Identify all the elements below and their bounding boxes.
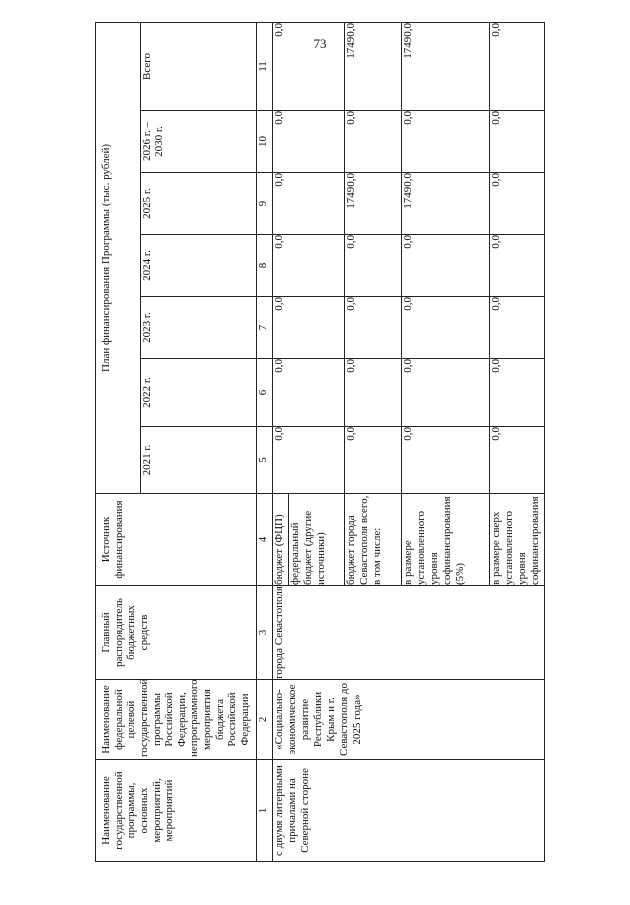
value-cell: 0,0 bbox=[489, 172, 544, 234]
federal-program-cell: «Социально-экономическое развитие Республики Крым и г. Севастополя до 2025 года» bbox=[272, 679, 544, 759]
column-index: 2 bbox=[256, 679, 272, 759]
column-index: 3 bbox=[256, 585, 272, 679]
value-cell: 0,0 bbox=[489, 22, 544, 110]
value-cell: 0,0 bbox=[272, 426, 344, 493]
funding-source-cell: федеральный бюджет (другие источники) bbox=[288, 493, 344, 585]
value-cell: 17490,0 bbox=[344, 172, 401, 234]
program-name-cell: с двумя литерными причалами на Северной стороне bbox=[272, 759, 544, 861]
value-cell: 0,0 bbox=[344, 234, 401, 296]
header-year-2025: 2025 г. bbox=[141, 172, 257, 234]
header-funding-source: Источник финансирования bbox=[96, 493, 257, 585]
value-cell: 0,0 bbox=[344, 426, 401, 493]
column-index: 8 bbox=[256, 234, 272, 296]
value-cell: 0,0 bbox=[489, 358, 544, 426]
value-cell: 0,0 bbox=[401, 234, 489, 296]
header-federal-program: Наименование федеральной целевой государственной программы Российской Федерации, непрограммного мероприятия бюджета Российской Федерации bbox=[96, 679, 257, 759]
header-year-2024: 2024 г. bbox=[141, 234, 257, 296]
value-cell: 0,0 bbox=[272, 110, 344, 172]
header-year-2022: 2022 г. bbox=[141, 358, 257, 426]
value-cell: 0,0 bbox=[489, 296, 544, 358]
value-cell: 0,0 bbox=[344, 296, 401, 358]
value-cell: 0,0 bbox=[401, 426, 489, 493]
column-index: 5 bbox=[256, 426, 272, 493]
column-index: 7 bbox=[256, 296, 272, 358]
column-index-row bbox=[256, 22, 272, 861]
value-cell: 0,0 bbox=[272, 172, 344, 234]
header-year-2023: 2023 г. bbox=[141, 296, 257, 358]
header-total: Всего bbox=[141, 22, 257, 110]
funding-source-cell: в размере сверх установленного уровня софинансирования bbox=[489, 493, 544, 585]
financing-table bbox=[95, 21, 545, 861]
column-index: 6 bbox=[256, 358, 272, 426]
value-cell: 0,0 bbox=[272, 296, 344, 358]
value-cell: 0,0 bbox=[489, 234, 544, 296]
value-cell: 0,0 bbox=[401, 358, 489, 426]
header-year-2021: 2021 г. bbox=[141, 426, 257, 493]
value-cell: 0,0 bbox=[272, 22, 344, 110]
column-index: 1 bbox=[256, 759, 272, 861]
value-cell: 0,0 bbox=[401, 110, 489, 172]
value-cell: 17490,0 bbox=[344, 22, 401, 110]
column-index: 10 bbox=[256, 110, 272, 172]
value-cell: 0,0 bbox=[272, 234, 344, 296]
column-index: 9 bbox=[256, 172, 272, 234]
header-financing-plan: План финансирования Программы (тыс. рублей) bbox=[96, 22, 141, 493]
value-cell: 0,0 bbox=[489, 110, 544, 172]
table-row bbox=[272, 22, 288, 861]
header-budget-manager: Главный распорядитель бюджетных средств bbox=[96, 585, 257, 679]
header-year-2026-2030: 2026 г. – 2030 г. bbox=[141, 110, 257, 172]
value-cell: 0,0 bbox=[272, 358, 344, 426]
column-index: 4 bbox=[256, 493, 272, 585]
budget-manager-cell: города Севастополя bbox=[272, 585, 544, 679]
value-cell: 17490,0 bbox=[401, 22, 489, 110]
funding-source-cell: бюджет города Севастополя всего, в том числе: bbox=[344, 493, 401, 585]
value-cell: 17490,0 bbox=[401, 172, 489, 234]
funding-source-cell: в размере установленного уровня софинансирования (5%) bbox=[401, 493, 489, 585]
column-index: 11 bbox=[256, 22, 272, 110]
value-cell: 0,0 bbox=[489, 426, 544, 493]
page-number: 73 bbox=[313, 36, 327, 51]
header-program-name: Наименование государственной программы, основных мероприятий, мероприятий bbox=[96, 759, 257, 861]
value-cell: 0,0 bbox=[344, 358, 401, 426]
funding-source-cell: бюджет (ФЦП) bbox=[272, 493, 288, 585]
value-cell: 0,0 bbox=[344, 110, 401, 172]
value-cell: 0,0 bbox=[401, 296, 489, 358]
